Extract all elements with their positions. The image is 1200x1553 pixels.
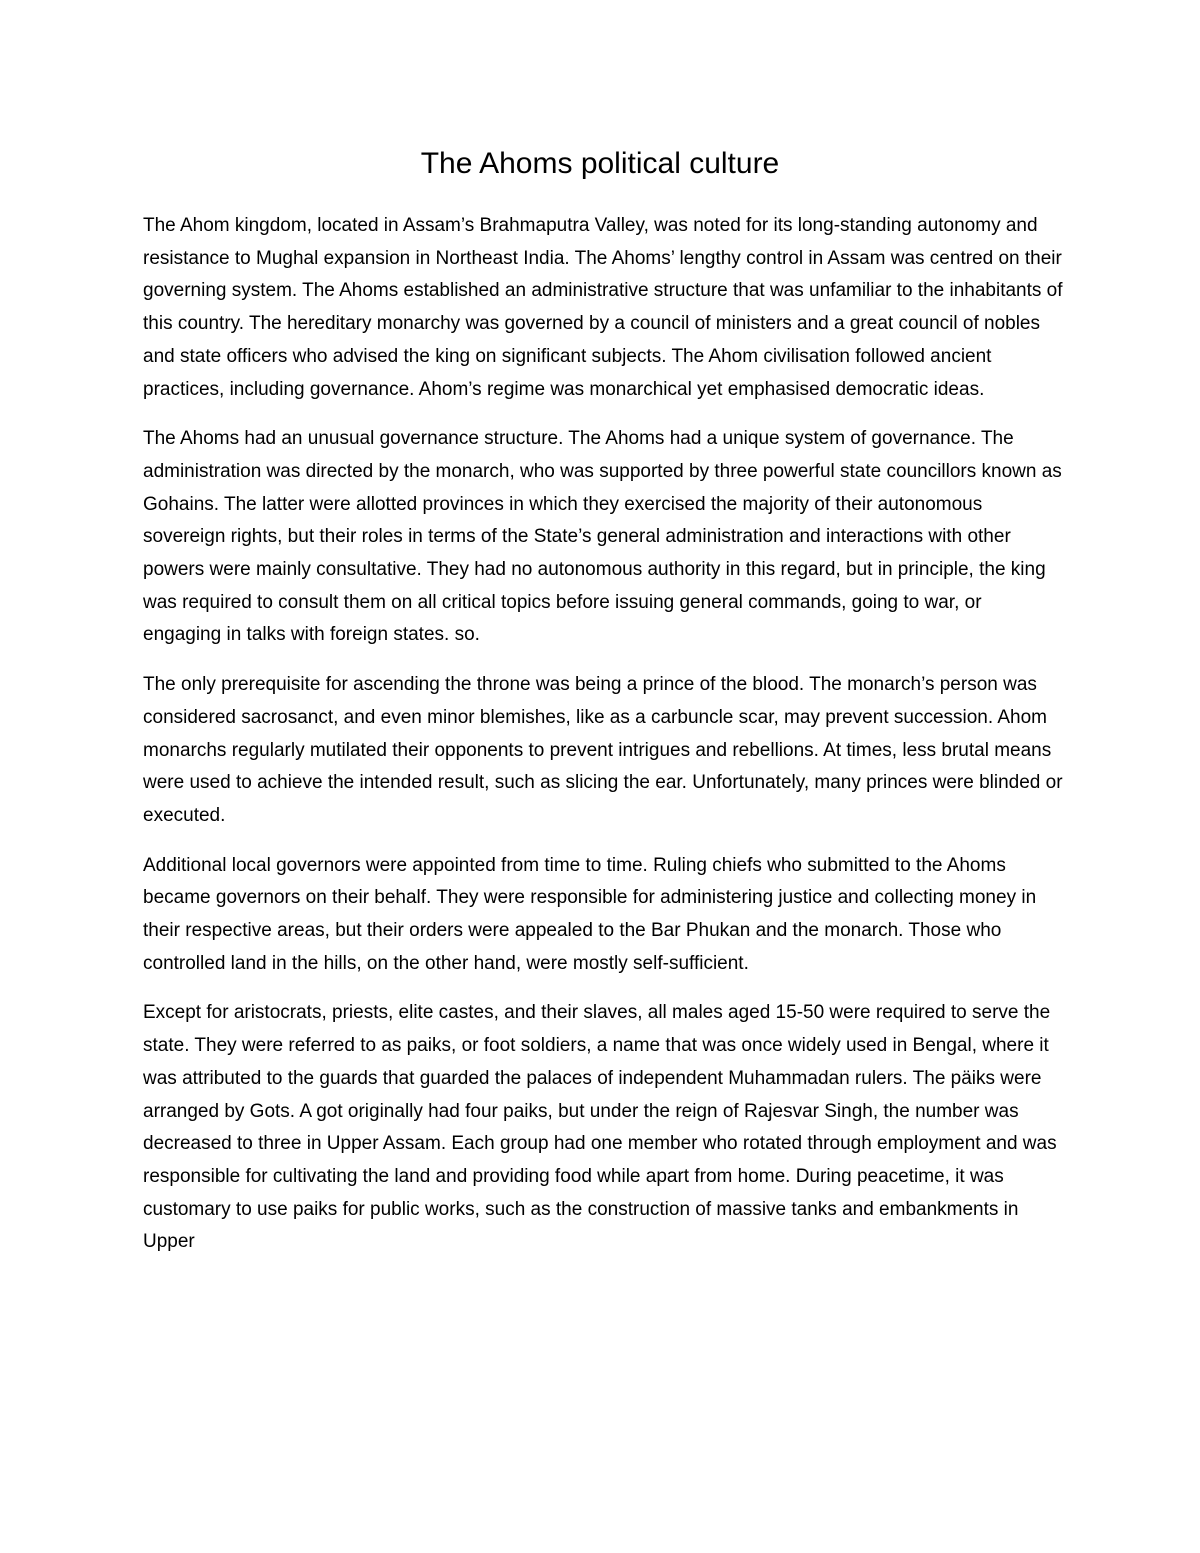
- paragraph-2: The Ahoms had an unusual governance structure. The Ahoms had a unique system of governance. The administration was directed by the monarch, who was supported by three powerful state councillors known as Gohains. The latter were allotted provinces in which they exercised the majority of their autonomous sovereign rights, but their roles in terms of the State’s general administration and interactions with other powers were mainly consultative. They had no autonomous authority in this regard, but in principle, the king was required to consult them on all critical topics before issuing general commands, going to war, or engaging in talks with foreign states. so.: [143, 428, 1062, 646]
- paragraph-4: Additional local governors were appointed from time to time. Ruling chiefs who submitted to the Ahoms became governors on their behalf. They were responsible for administering justice and collecting money in their respective areas, but their orders were appealed to the Bar Phukan and the monarch. Those who controlled land in the hills, on the other hand, were mostly self-sufficient.: [143, 854, 1037, 974]
- paragraph-3: The only prerequisite for ascending the throne was being a prince of the blood. The monarch’s person was considered sacrosanct, and even minor blemishes, like as a carbuncle scar, may prevent succession. Ahom monarchs regularly mutilated their opponents to prevent intrigues and rebellions. At times, less brutal means were used to achieve the intended result, such as slicing the ear. Unfortunately, many princes were blinded or executed.: [143, 674, 1063, 826]
- paragraph-5: Except for aristocrats, priests, elite castes, and their slaves, all males aged 15-50 were required to serve the state. They were referred to as paiks, or foot soldiers, a name that was once widely used in Bengal, where it was attributed to the guards that guarded the palaces of independent Muhammadan rulers. The päiks were arranged by Gots. A got originally had four paiks, but under the reign of Rajesvar Singh, the number was decreased to three in Upper Assam. Each group had one member who rotated through employment and was responsible for cultivating the land and providing food while apart from home. During peacetime, it was customary to use paiks for public works, such as the construction of massive tanks and embankments in Upper: [143, 1002, 1057, 1253]
- page-title: The Ahoms political culture: [420, 147, 780, 180]
- document-body: [143, 210, 1063, 1276]
- paragraph-1: The Ahom kingdom, located in Assam’s Brahmaputra Valley, was noted for its long-standing autonomy and resistance to Mughal expansion in Northeast India. The Ahoms’ lengthy control in Assam was centred on their governing system. The Ahoms established an administrative structure that was unfamiliar to the inhabitants of this country. The hereditary monarchy was governed by a council of ministers and a great council of nobles and state officers who advised the king on significant subjects. The Ahom civilisation followed ancient practices, including governance. Ahom’s regime was monarchical yet emphasised democratic ideas.: [143, 215, 1063, 400]
